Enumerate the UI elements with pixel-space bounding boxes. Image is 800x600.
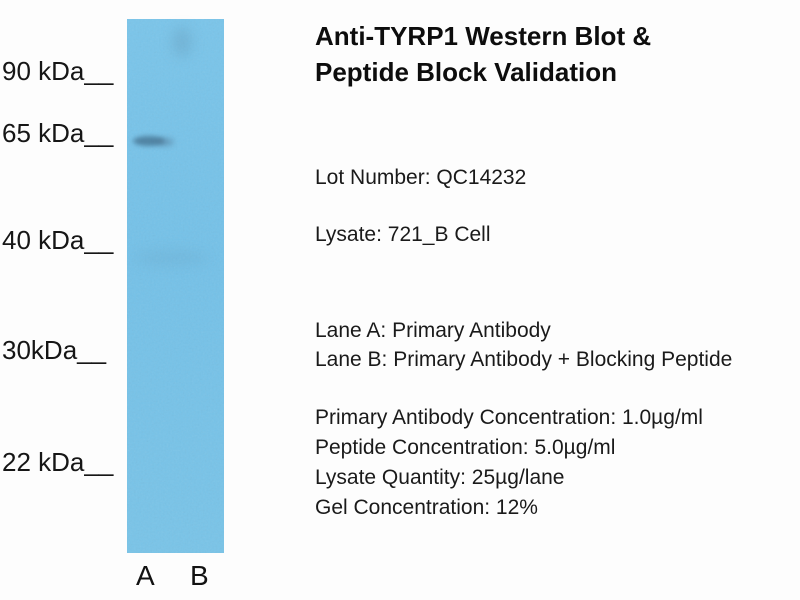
marker-label-22kda: 22 kDa__ bbox=[2, 447, 114, 477]
lot-number-text: Lot Number: QC14232 bbox=[315, 166, 527, 189]
marker-label-90kda: 90 kDa__ bbox=[2, 56, 114, 86]
figure-title bbox=[315, 18, 651, 90]
gel-texture bbox=[127, 19, 224, 553]
primary-antibody-concentration-text: Primary Antibody Concentration: 1.0µg/ml bbox=[315, 406, 703, 429]
gel-concentration-text: Gel Concentration: 12% bbox=[315, 496, 538, 519]
lane-b-description: Lane B: Primary Antibody + Blocking Peptide bbox=[315, 348, 733, 371]
lysate-quantity-text: Lysate Quantity: 25µg/lane bbox=[315, 466, 565, 489]
lane-descriptions bbox=[315, 316, 732, 374]
figure-title-line2: Peptide Block Validation bbox=[315, 57, 617, 87]
peptide-concentration-text: Peptide Concentration: 5.0µg/ml bbox=[315, 436, 616, 459]
lane-a-description: Lane A: Primary Antibody bbox=[315, 319, 551, 342]
marker-label-65kda: 65 kDa__ bbox=[2, 118, 114, 148]
marker-label-30kda: 30kDa__ bbox=[2, 335, 107, 365]
lane-label-b: B bbox=[190, 560, 209, 591]
lysate-text: Lysate: 721_B Cell bbox=[315, 223, 491, 246]
gel-faint-smudge-top bbox=[172, 27, 192, 57]
protein-band-65kda-tail bbox=[157, 138, 174, 146]
lane-label-a: A bbox=[136, 560, 155, 591]
experiment-conditions bbox=[315, 403, 703, 523]
figure-title-line1: Anti-TYRP1 Western Blot & bbox=[315, 21, 652, 51]
gel-faint-smudge-mid bbox=[135, 251, 207, 265]
marker-label-40kda: 40 kDa__ bbox=[2, 225, 114, 255]
gel-lane-image bbox=[127, 19, 224, 553]
